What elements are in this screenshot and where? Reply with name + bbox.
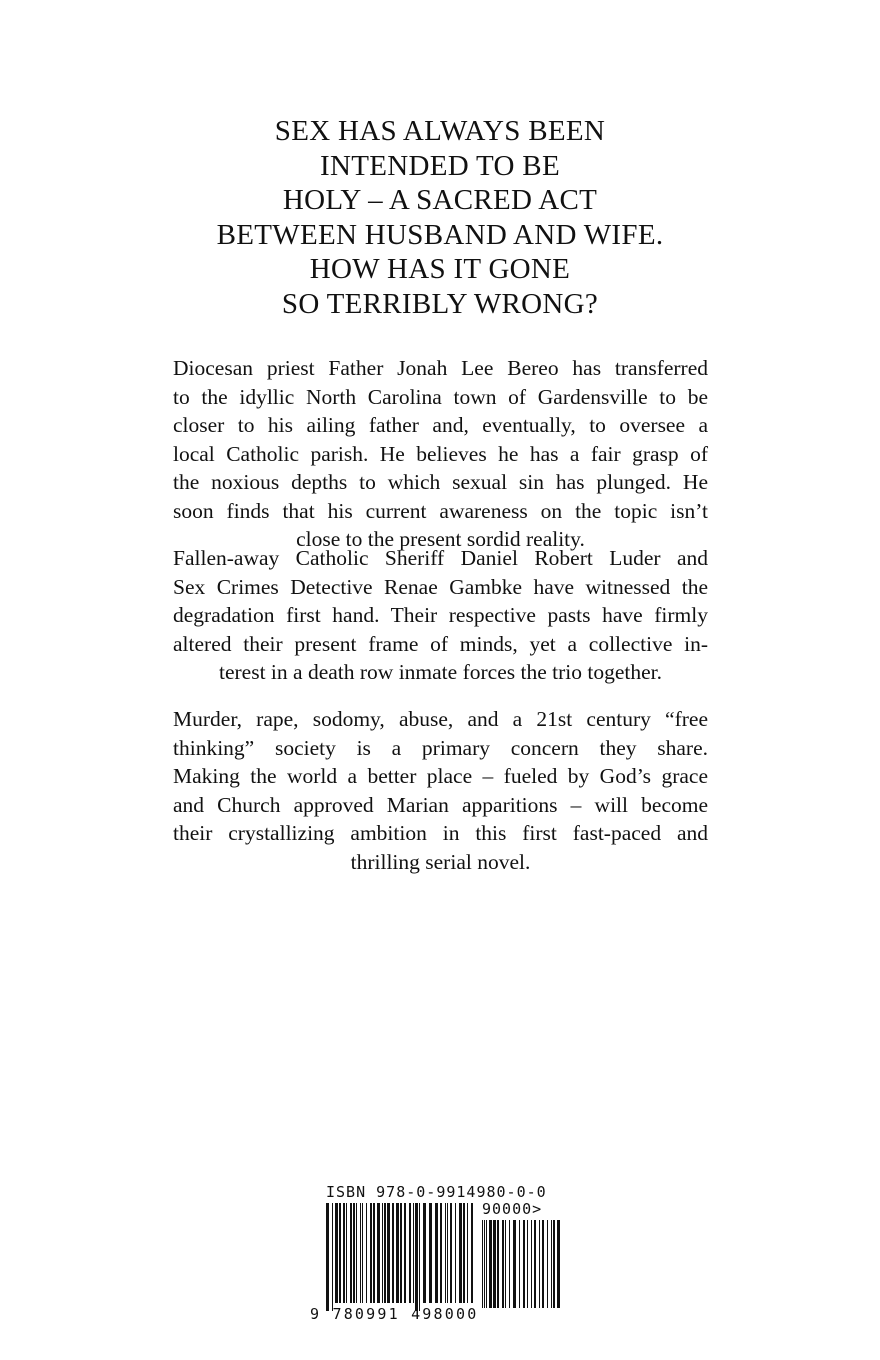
text-line: to the idyllic North Carolina town of Gardensville to be bbox=[173, 384, 708, 409]
isbn-label: ISBN 978-0-9914980-0-0 bbox=[326, 1183, 547, 1201]
barcode-bar bbox=[350, 1203, 352, 1303]
barcode-bar bbox=[445, 1203, 446, 1303]
text-line: degradation first hand. Their respective pasts have firmly bbox=[173, 603, 708, 627]
barcode-bar bbox=[551, 1220, 552, 1308]
paragraph-synopsis bbox=[173, 354, 708, 554]
text-line: close to the present sordid reality. bbox=[296, 527, 585, 551]
barcode-bar bbox=[423, 1203, 426, 1303]
barcode-bars bbox=[326, 1203, 474, 1311]
barcode-bar bbox=[463, 1203, 465, 1303]
paragraph-characters bbox=[173, 544, 708, 687]
barcode-bar bbox=[332, 1203, 333, 1311]
barcode-bar bbox=[531, 1220, 532, 1308]
barcode-bar bbox=[489, 1220, 492, 1308]
text-line: their crystallizing ambition in this first fast-paced and bbox=[173, 821, 708, 845]
headline-line: HOLY – A SACRED ACT bbox=[282, 184, 598, 216]
paragraph-themes bbox=[173, 705, 708, 876]
headline-line: BETWEEN HUSBAND AND WIFE. bbox=[216, 218, 664, 251]
barcode-bar bbox=[362, 1203, 363, 1303]
barcode-bar bbox=[527, 1220, 528, 1308]
barcode-bar bbox=[346, 1203, 347, 1303]
text-line: soon finds that his current awareness on the topic isn’t bbox=[173, 498, 708, 523]
barcode-bar bbox=[326, 1203, 329, 1311]
barcode-bar bbox=[335, 1203, 338, 1303]
barcode-bar bbox=[467, 1203, 468, 1303]
barcode-bar bbox=[440, 1203, 442, 1303]
barcode-bar bbox=[450, 1203, 452, 1303]
barcode-bar bbox=[360, 1203, 361, 1303]
headline bbox=[160, 114, 720, 321]
text-line: and Church approved Marian apparitions – will become bbox=[173, 792, 708, 817]
barcode-bar bbox=[429, 1203, 432, 1303]
text-line: thrilling serial novel. bbox=[350, 849, 531, 874]
barcode-bar bbox=[502, 1220, 504, 1308]
barcode-bar bbox=[415, 1203, 418, 1311]
barcode-bar bbox=[353, 1203, 355, 1303]
text-line: Fallen-away Catholic Sheriff Daniel Robert Luder and bbox=[173, 546, 708, 570]
barcode-bar bbox=[486, 1220, 487, 1308]
barcode-bar bbox=[366, 1203, 367, 1303]
barcode-bar bbox=[493, 1220, 496, 1308]
text-line: Murder, rape, sodomy, abuse, and a 21st century “free bbox=[173, 707, 708, 731]
barcode-bar bbox=[400, 1203, 402, 1303]
headline-line: INTENDED TO BE bbox=[320, 149, 560, 182]
headline-line: HOW HAS IT GONE bbox=[309, 253, 571, 285]
barcode-bar bbox=[542, 1220, 544, 1308]
barcode-bar bbox=[547, 1220, 548, 1308]
text-line: Diocesan priest Father Jonah Lee Bereo has transferred bbox=[173, 356, 708, 380]
barcode-bar bbox=[387, 1203, 390, 1303]
barcode-bar bbox=[455, 1203, 456, 1303]
barcode-bar bbox=[539, 1220, 540, 1308]
barcode-bar bbox=[447, 1203, 448, 1303]
barcode-bar bbox=[396, 1203, 399, 1303]
barcode-bar bbox=[356, 1203, 357, 1303]
barcode-bar bbox=[377, 1203, 380, 1303]
barcode-digits: 9 780991 498000 bbox=[310, 1305, 479, 1323]
barcode-bar bbox=[471, 1203, 473, 1303]
price-code: 90000> bbox=[482, 1200, 543, 1218]
barcode-bar bbox=[392, 1203, 394, 1303]
headline-line: SO TERRIBLY WRONG? bbox=[281, 287, 599, 320]
text-line: altered their present frame of minds, yet a collective in- bbox=[173, 631, 708, 656]
text-line: Sex Crimes Detective Renae Gambke have witnessed the bbox=[173, 574, 708, 599]
barcode-bar bbox=[404, 1203, 406, 1303]
barcode-addon-bars bbox=[482, 1220, 560, 1316]
text-line: thinking” society is a primary concern they share. bbox=[173, 735, 708, 760]
barcode-bar bbox=[459, 1203, 462, 1303]
barcode-bar bbox=[435, 1203, 438, 1303]
barcode-bar bbox=[413, 1203, 414, 1303]
text-line: local Catholic parish. He believes he has a fair grasp of bbox=[173, 441, 708, 466]
text-line: terest in a death row inmate forces the trio together. bbox=[219, 660, 662, 684]
barcode-bar bbox=[557, 1220, 560, 1308]
barcode-bar bbox=[343, 1203, 345, 1303]
barcode-bar bbox=[484, 1220, 485, 1308]
barcode-bar bbox=[497, 1220, 499, 1308]
text-line: the noxious depths to which sexual sin has plunged. He bbox=[173, 470, 708, 494]
headline-line: SEX HAS ALWAYS BEEN bbox=[274, 115, 606, 147]
barcode-bar bbox=[523, 1220, 525, 1308]
text-line: closer to his ailing father and, eventually, to oversee a bbox=[173, 413, 708, 437]
barcode-bar bbox=[519, 1220, 520, 1308]
text-line: Making the world a better place – fueled by God’s grace bbox=[173, 764, 708, 788]
barcode-bar bbox=[419, 1203, 420, 1311]
barcode-bar bbox=[339, 1203, 341, 1303]
barcode-bar bbox=[382, 1203, 383, 1303]
barcode-bar bbox=[505, 1220, 506, 1308]
barcode-bar bbox=[553, 1220, 555, 1308]
barcode-bar bbox=[373, 1203, 375, 1303]
barcode-bar bbox=[509, 1220, 510, 1308]
barcode-bar bbox=[513, 1220, 516, 1308]
barcode-bar bbox=[370, 1203, 372, 1303]
barcode-bar bbox=[482, 1220, 483, 1308]
barcode-bar bbox=[384, 1203, 386, 1303]
barcode-bar bbox=[534, 1220, 536, 1308]
isbn-barcode bbox=[310, 1183, 580, 1328]
barcode-bar bbox=[409, 1203, 411, 1303]
